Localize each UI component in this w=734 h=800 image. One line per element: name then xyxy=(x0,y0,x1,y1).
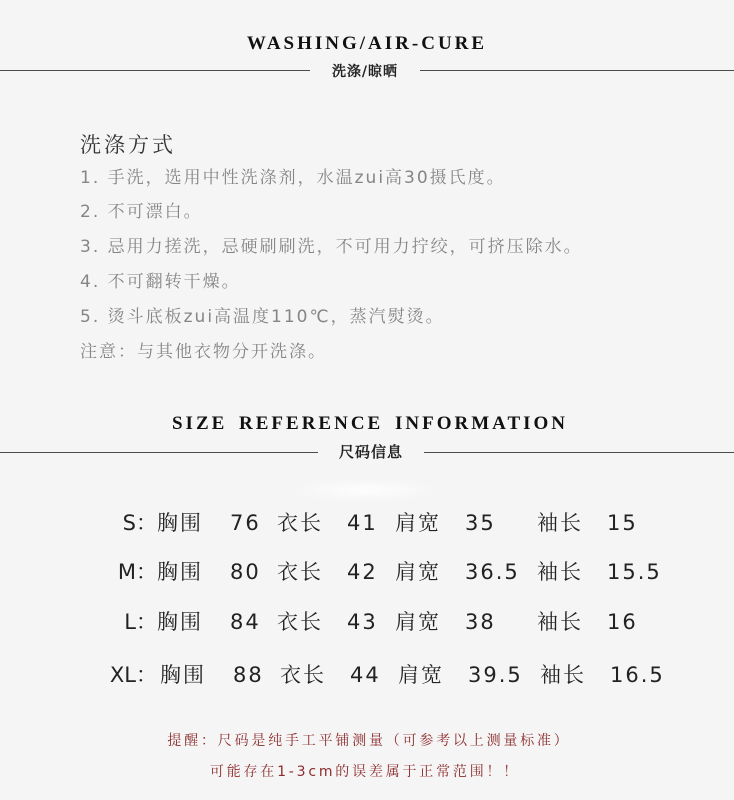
chest-value: 84 xyxy=(230,610,261,634)
shoulder-value: 39.5 xyxy=(468,663,523,687)
shoulder-label: 肩宽 xyxy=(395,511,441,535)
wash-method-item: 5. 烫斗底板zui高温度110℃，蒸汽熨烫。 xyxy=(80,307,445,327)
sleeve-label: 袖长 xyxy=(537,560,583,584)
chest-label: 胸围 xyxy=(157,560,203,584)
chest-value: 76 xyxy=(230,511,261,535)
washing-rule-right xyxy=(420,70,734,71)
chest-label: 胸围 xyxy=(157,610,203,634)
tolerance-notice: 可能存在1-3cm的误差属于正常范围！！ xyxy=(209,764,521,780)
length-label: 衣长 xyxy=(280,663,326,687)
size-subtitle: 尺码信息 xyxy=(338,443,403,461)
sleeve-value: 15.5 xyxy=(607,560,662,584)
sleeve-label: 袖长 xyxy=(537,511,583,535)
sleeve-value: 16 xyxy=(607,610,638,634)
size-rule-right xyxy=(424,452,734,453)
size-rule-left xyxy=(0,452,318,453)
size-row-xl xyxy=(0,661,734,689)
length-label: 衣长 xyxy=(277,560,323,584)
sleeve-value: 15 xyxy=(607,511,638,535)
shoulder-value: 35 xyxy=(465,511,496,535)
wash-method-item: 1. 手洗，选用中性洗涤剂，水温zui高30摄氏度。 xyxy=(80,168,506,188)
wash-method-note: 注意：与其他衣物分开洗涤。 xyxy=(80,342,327,362)
washing-rule-left xyxy=(0,70,310,71)
chest-label: 胸围 xyxy=(160,663,206,687)
size-label: XL： xyxy=(109,663,157,687)
length-value: 43 xyxy=(347,610,378,634)
washing-subtitle: 洗涤/晾晒 xyxy=(331,64,399,80)
size-row-s xyxy=(0,509,734,537)
chest-value: 88 xyxy=(233,663,264,687)
shoulder-value: 36.5 xyxy=(465,560,520,584)
decorative-glow xyxy=(285,478,445,502)
size-label: L： xyxy=(124,610,157,634)
chest-label: 胸围 xyxy=(157,511,203,535)
length-value: 41 xyxy=(347,511,378,535)
length-value: 44 xyxy=(350,663,381,687)
shoulder-label: 肩宽 xyxy=(395,560,441,584)
wash-method-heading: 洗涤方式 xyxy=(80,133,176,157)
sleeve-value: 16.5 xyxy=(610,663,665,687)
size-row-l xyxy=(0,608,734,636)
sleeve-label: 袖长 xyxy=(537,610,583,634)
measurement-notice: 提醒：尺码是纯手工平铺测量（可参考以上测量标准） xyxy=(167,733,571,749)
length-value: 42 xyxy=(347,560,378,584)
shoulder-label: 肩宽 xyxy=(398,663,444,687)
size-label: M： xyxy=(117,560,157,584)
size-label: S： xyxy=(122,511,157,535)
size-title: SIZE REFERENCE INFORMATION xyxy=(171,413,569,434)
chest-value: 80 xyxy=(230,560,261,584)
wash-method-item: 4. 不可翻转干燥。 xyxy=(80,272,241,292)
wash-method-item: 2. 不可漂白。 xyxy=(80,202,203,222)
wash-method-item: 3. 忌用力搓洗，忌硬刷刷洗，不可用力拧绞，可挤压除水。 xyxy=(80,237,583,257)
shoulder-value: 38 xyxy=(465,610,496,634)
length-label: 衣长 xyxy=(277,511,323,535)
length-label: 衣长 xyxy=(277,610,323,634)
sleeve-label: 袖长 xyxy=(540,663,586,687)
shoulder-label: 肩宽 xyxy=(395,610,441,634)
washing-title: WASHING/AIR-CURE xyxy=(246,33,488,54)
size-row-m xyxy=(0,558,734,586)
